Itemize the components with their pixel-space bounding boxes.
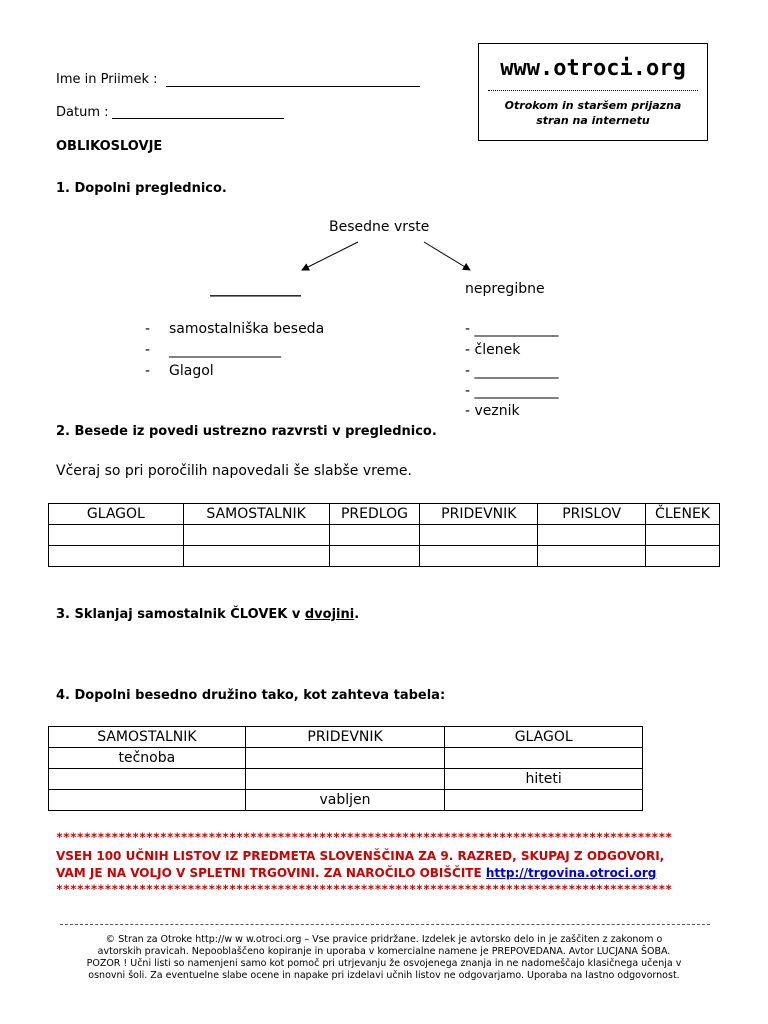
table-cell[interactable]: [245, 748, 445, 769]
table-header-cell: ČLENEK: [646, 504, 720, 525]
task3-heading-end: .: [354, 607, 360, 622]
table-cell[interactable]: [646, 525, 720, 546]
notice-line-1: VSEH 100 UČNIH LISTOV IZ PREDMETA SLOVENŠČINA ZA 9. RAZRED, SKUPAJ Z ODGOVORI,: [56, 849, 665, 863]
notice-stars-bottom: *****************************************************************************************: [56, 882, 673, 896]
table-header-cell: PREDLOG: [329, 504, 420, 525]
left-item-dash: -: [145, 342, 151, 358]
task1-arrows: [290, 236, 480, 276]
footer-line-4: osnovni šoli. Za eventuelne slabe ocene in napake pri izdelavi učnih listov ne odgovarjamo. Uporaba na lastno odgovornost.: [88, 970, 680, 981]
shop-link[interactable]: http://trgovina.otroci.org: [485, 866, 657, 880]
left-item-dash: -: [145, 363, 151, 379]
table-header-cell: SAMOSTALNIK: [183, 504, 329, 525]
table-cell[interactable]: [49, 790, 246, 811]
table-row: [49, 546, 720, 567]
task1-left-item: [145, 363, 214, 379]
name-label: Ime in Priimek :: [56, 72, 158, 87]
logo-tagline-line-1: Otrokom in staršem prijazna: [504, 99, 682, 112]
date-label: Datum :: [56, 105, 109, 120]
footer-line-3: POZOR ! Učni listi so namenjeni samo kot pomoč pri utrjevanju že osvojenega znanja in ne nadomeščajo klasičnega učenja v: [86, 958, 682, 969]
task2-heading: 2. Besede iz povedi ustrezno razvrsti v preglednico.: [56, 424, 437, 439]
notice-text: [56, 848, 712, 882]
task4-heading: 4. Dopolni besedno družino tako, kot zahteva tabela:: [56, 688, 446, 703]
table-header-cell: GLAGOL: [49, 504, 184, 525]
task1-root-label: Besedne vrste: [329, 219, 430, 235]
table-cell: hiteti: [445, 769, 643, 790]
task2-sentence: Včeraj so pri poročilih napovedali še slabše vreme.: [56, 463, 412, 479]
left-item-text: Glagol: [169, 363, 214, 379]
table-cell[interactable]: [49, 525, 184, 546]
table-cell[interactable]: [49, 769, 246, 790]
left-item-dash: -: [145, 321, 151, 337]
table-header-row: [49, 727, 643, 748]
footer-line-2: avtorskih pravicah. Nepooblaščeno kopiranje in uporaba v komercialne namene je PREPOVEDANA. Avtor LUCJANA ŠOBA.: [97, 946, 671, 957]
table-cell: vabljen: [245, 790, 445, 811]
task1-right-item: - veznik: [465, 403, 520, 419]
table-header-cell: GLAGOL: [445, 727, 643, 748]
table-header-cell: PRIDEVNIK: [245, 727, 445, 748]
date-field[interactable]: [112, 118, 284, 119]
table-cell[interactable]: [445, 790, 643, 811]
table-cell: tečnoba: [49, 748, 246, 769]
task1-right-item-blank[interactable]: - ____________: [465, 321, 559, 337]
table-header-cell: SAMOSTALNIK: [49, 727, 246, 748]
table-cell[interactable]: [538, 525, 646, 546]
task1-left-title[interactable]: _____________: [210, 281, 301, 297]
table-cell[interactable]: [183, 525, 329, 546]
table-header-row: [49, 504, 720, 525]
table-cell[interactable]: [538, 546, 646, 567]
footer-line-1: © Stran za Otroke http://w w w.otroci.org – Vse pravice pridržane. Izdelek je avtorsko delo in je zaščiten z zakonom o: [105, 934, 663, 945]
task3-heading-text: 3. Sklanjaj samostalnik ČLOVEK v: [56, 607, 305, 622]
name-field[interactable]: [166, 86, 420, 87]
table-header-cell: PRIDEVNIK: [420, 504, 538, 525]
page-title: OBLIKOSLOVJE: [56, 139, 163, 154]
table-row: [49, 769, 643, 790]
table-row: [49, 748, 643, 769]
task3-heading: [56, 607, 359, 622]
task1-right-item: - členek: [465, 342, 521, 358]
table-cell[interactable]: [49, 546, 184, 567]
table-cell[interactable]: [420, 525, 538, 546]
left-item-text: samostalniška beseda: [169, 321, 325, 337]
table-cell[interactable]: [183, 546, 329, 567]
table-row: [49, 790, 643, 811]
table-cell[interactable]: [245, 769, 445, 790]
logo-tagline: [478, 98, 708, 128]
table-row: [49, 525, 720, 546]
table-cell[interactable]: [445, 748, 643, 769]
table-cell[interactable]: [329, 546, 420, 567]
notice-stars-top: *****************************************************************************************: [56, 830, 673, 844]
footer-copyright: [56, 934, 712, 982]
notice-line-2-text: VAM JE NA VOLJO V SPLETNI TRGOVINI. ZA NAROČILO OBIŠČITE: [56, 866, 482, 880]
task1-left-item: [145, 321, 325, 337]
logo-url[interactable]: www.otroci.org: [500, 56, 686, 81]
task1-right-item-blank[interactable]: - ____________: [465, 363, 559, 379]
task3-heading-underlined: dvojini: [304, 607, 355, 622]
task2-table: [48, 503, 720, 567]
task1-left-item: [145, 342, 281, 358]
table-header-cell: PRISLOV: [538, 504, 646, 525]
table-cell[interactable]: [420, 546, 538, 567]
logo-divider: [488, 90, 698, 91]
logo-tagline-line-2: stran na internetu: [536, 114, 650, 127]
task1-heading: 1. Dopolni preglednico.: [56, 181, 227, 196]
task1-right-item-blank[interactable]: - ____________: [465, 383, 559, 399]
arrow-left: [302, 242, 358, 270]
footer-divider: [60, 924, 710, 925]
notice-line-2: [56, 865, 712, 882]
table-cell[interactable]: [646, 546, 720, 567]
arrow-right: [424, 242, 470, 270]
left-item-text-blank[interactable]: ________________: [169, 342, 281, 358]
task1-right-title: nepregibne: [465, 281, 545, 297]
table-cell[interactable]: [329, 525, 420, 546]
task4-table: [48, 726, 643, 811]
